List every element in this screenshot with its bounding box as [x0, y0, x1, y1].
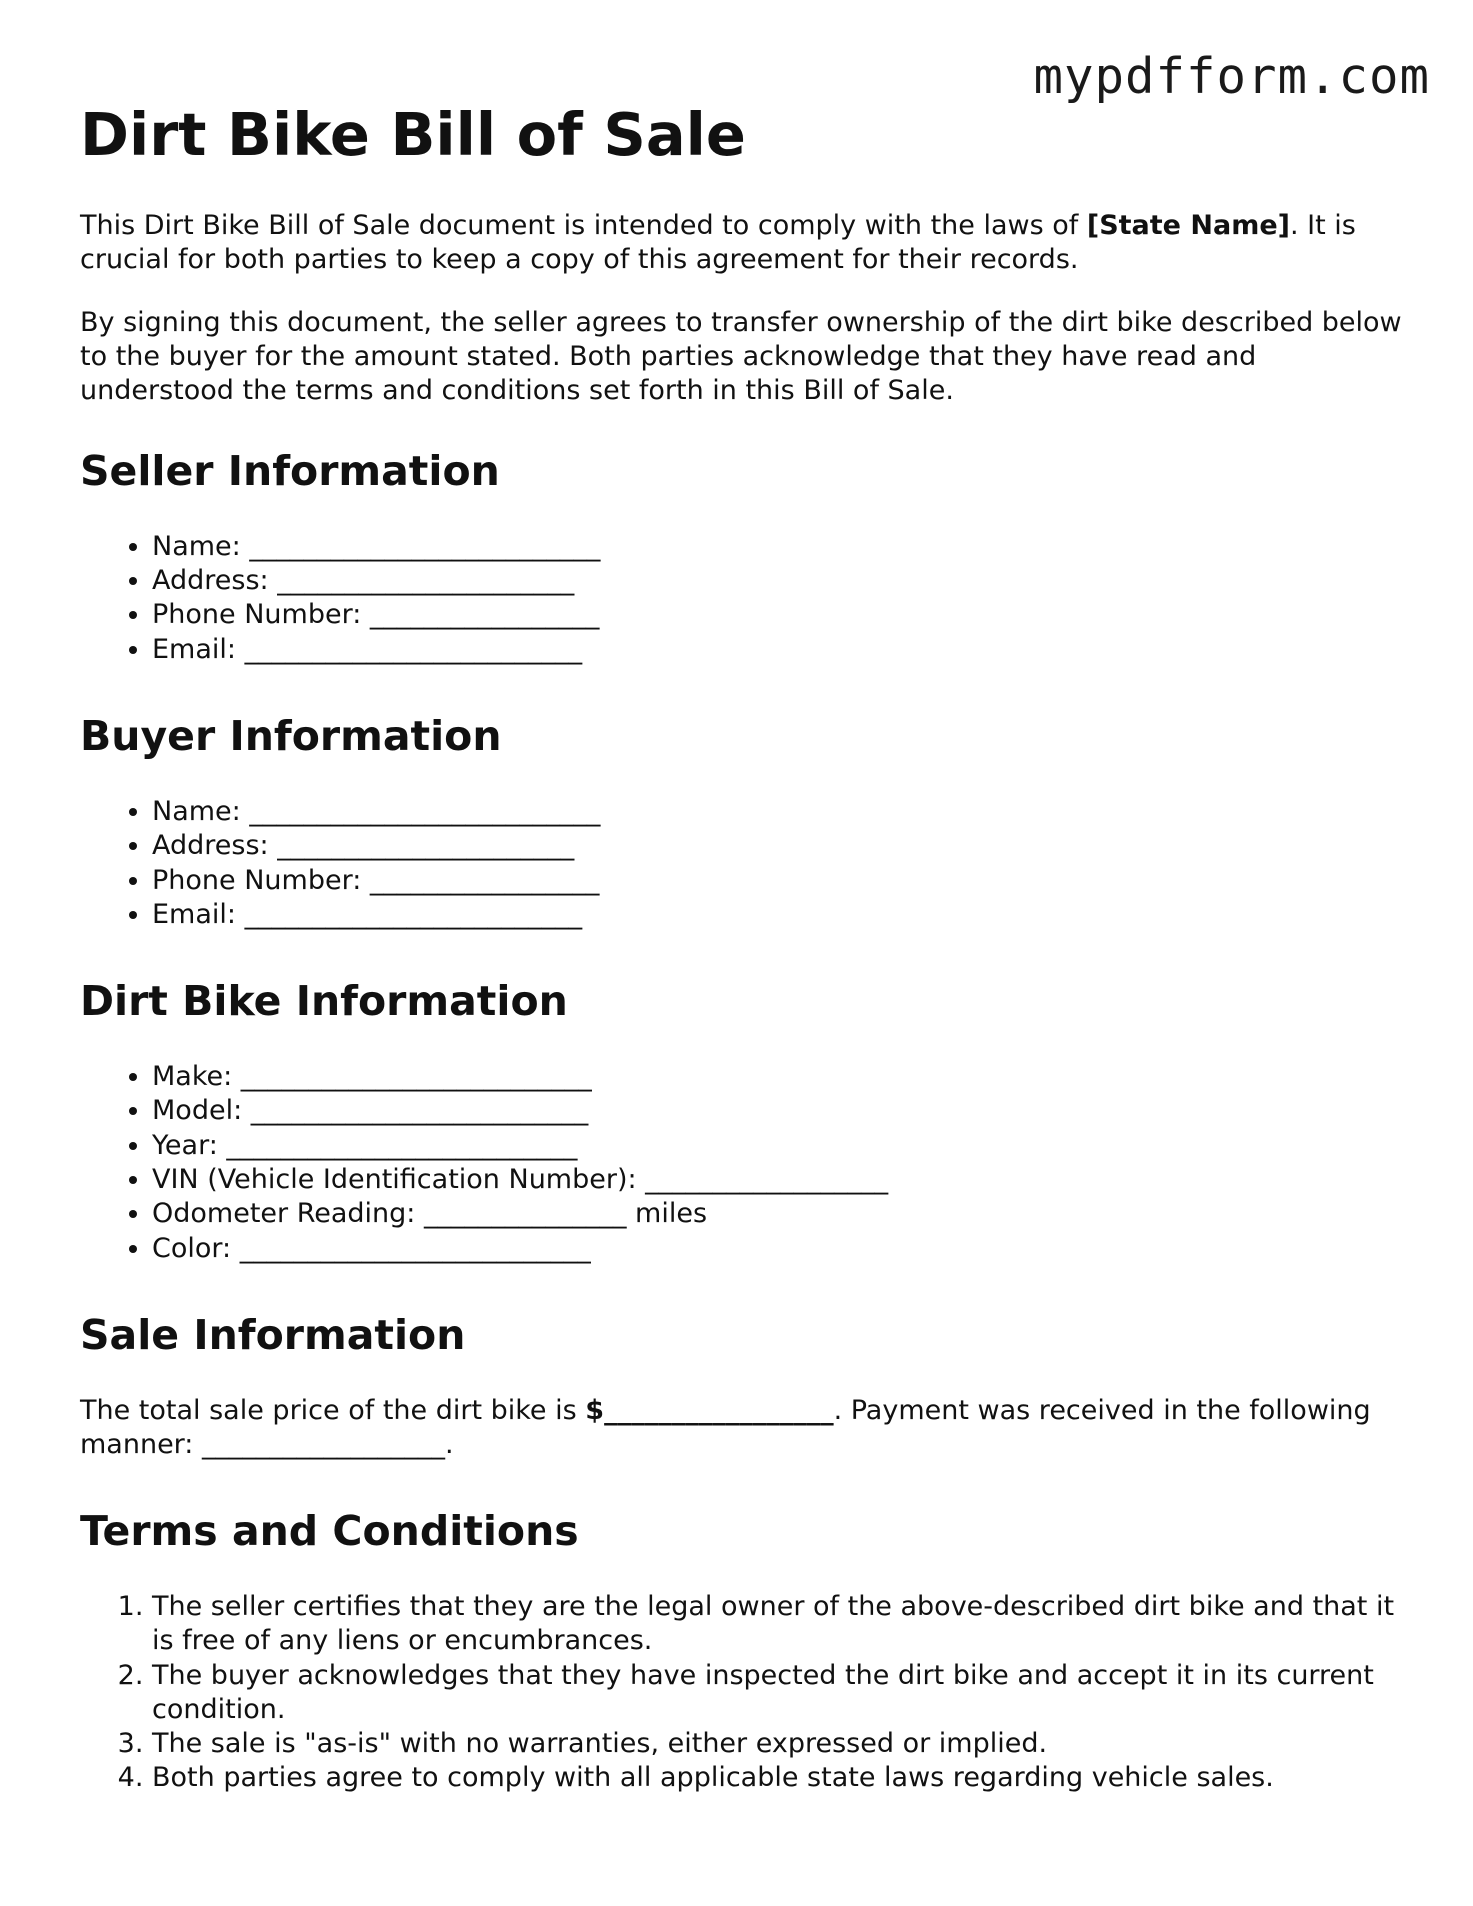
- seller-name-field: • Name: __________________________: [152, 530, 1410, 564]
- seller-heading: Seller Information: [80, 446, 500, 495]
- document-page: [80, 100, 1410, 1796]
- state-name-placeholder: [State Name]: [1086, 209, 1290, 241]
- bike-color-field: • Color: __________________________: [152, 1232, 1410, 1266]
- buyer-heading: Buyer Information: [80, 711, 502, 760]
- page-title: Dirt Bike Bill of Sale: [80, 100, 746, 169]
- terms-heading: Terms and Conditions: [80, 1506, 579, 1555]
- terms-list: [80, 1590, 1410, 1796]
- sale-text-before: The total sale price of the dirt bike is: [80, 1394, 586, 1426]
- bike-year-field: • Year: __________________________: [152, 1129, 1410, 1163]
- bike-model-field: • Model: _________________________: [152, 1094, 1410, 1128]
- buyer-email-field: • Email: _________________________: [152, 898, 1410, 932]
- terms-item: 4. Both parties agree to comply with all applicable state laws regarding vehicle sales.: [152, 1761, 1410, 1795]
- seller-address-field: • Address: ______________________: [152, 564, 1410, 598]
- seller-email-field: • Email: _________________________: [152, 633, 1410, 667]
- buyer-phone-field: • Phone Number: _________________: [152, 864, 1410, 898]
- sale-paragraph: [80, 1394, 1410, 1462]
- intro-text-before: This Dirt Bike Bill of Sale document is intended to comply with the laws of: [80, 209, 1087, 241]
- bike-odometer-field: • Odometer Reading: _______________ miles: [152, 1197, 1410, 1231]
- buyer-address-field: • Address: ______________________: [152, 829, 1410, 863]
- sale-price-field: $_________________: [585, 1394, 834, 1426]
- terms-item: 1. The seller certifies that they are the legal owner of the above-described dirt bike and that it is free of any liens or encumbrances.: [152, 1590, 1410, 1659]
- intro-paragraph-1: [80, 209, 1410, 277]
- buyer-name-field: • Name: __________________________: [152, 795, 1410, 829]
- intro-paragraph-2: By signing this document, the seller agrees to transfer ownership of the dirt bike described below to the buyer for the amount stated. Both parties acknowledge that they have read and understood the terms and conditions set forth in this Bill of Sale.: [80, 306, 1402, 406]
- buyer-list: [80, 795, 1410, 932]
- bike-vin-field: • VIN (Vehicle Identification Number): __________________: [152, 1163, 1410, 1197]
- intro-text-after: . It is crucial for both parties to keep a copy of this agreement for their records.: [80, 209, 1356, 275]
- sale-text-after: . Payment was received in the following manner: __________________.: [80, 1394, 1371, 1460]
- bike-list: [80, 1060, 1410, 1266]
- seller-list: [80, 530, 1410, 667]
- terms-item: 3. The sale is "as-is" with no warranties, either expressed or implied.: [152, 1727, 1410, 1761]
- terms-item: 2. The buyer acknowledges that they have inspected the dirt bike and accept it in its current condition.: [152, 1659, 1410, 1728]
- bike-heading: Dirt Bike Information: [80, 977, 568, 1026]
- seller-phone-field: • Phone Number: _________________: [152, 598, 1410, 632]
- watermark: mypdfform.com: [1033, 48, 1430, 105]
- sale-heading: Sale Information: [80, 1310, 466, 1359]
- bike-make-field: • Make: __________________________: [152, 1060, 1410, 1094]
